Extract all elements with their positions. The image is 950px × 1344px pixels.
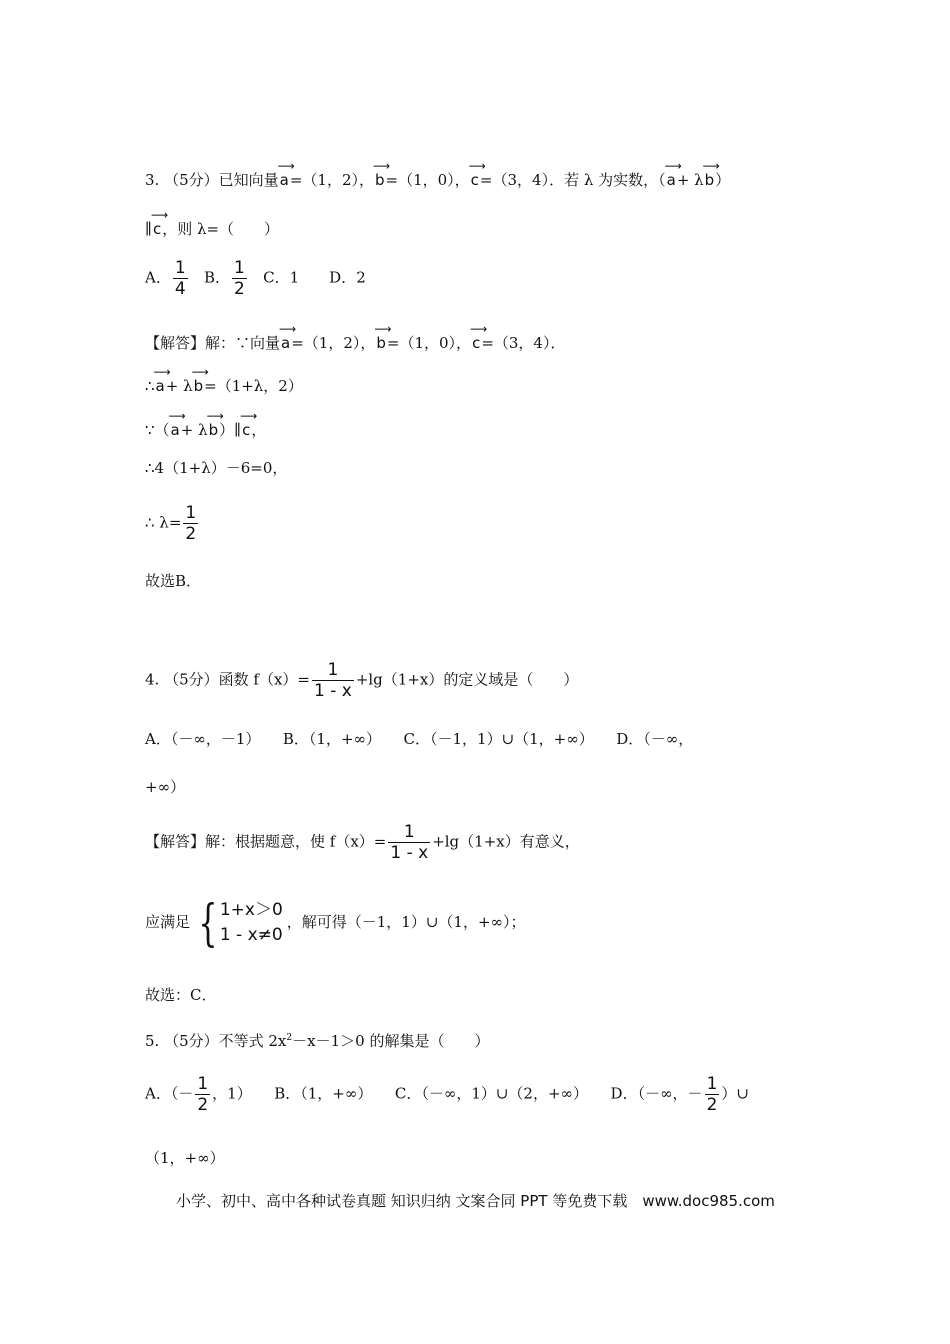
fraction-one-half: $\frac{1}{2}$ [234, 258, 245, 299]
vector-a: ⟶ a [168, 409, 186, 439]
q4-stem: 4. （5分）函数 f（x）= $\frac{1}{1 - x}$ +lg（1+x）的定义域是（ ） [145, 660, 579, 701]
q5-options: A．（－ $\frac{1}{2}$ ，1） B．（1，+∞） C．（－∞，1）∪（2，+∞） D．（－∞，－ $\frac{1}{2}$ ）∪ [145, 1074, 749, 1115]
q4-solution-system: 应满足 { 1+x＞0 1 - x≠0 ，解可得（－1，1）∪（1，+∞）； [145, 894, 526, 952]
fraction-one-over-one-minus-x: $\frac{1}{1 - x}$ [313, 660, 352, 701]
fraction-one-quarter: $\frac{1}{4}$ [174, 258, 186, 299]
q4-options: A．（－∞，－1） B．（1，+∞） C．（－1，1）∪（1，+∞） D．（－∞， [145, 730, 694, 748]
q4-options-cont: +∞） [145, 778, 186, 796]
fraction-one-half: $\frac{1}{2}$ [706, 1074, 718, 1115]
vector-c: ⟶ c [150, 208, 169, 238]
q4-conclusion: 故选：C． [145, 986, 217, 1004]
vector-b: ⟶ b [206, 409, 224, 439]
vector-a: ⟶ a [277, 159, 295, 189]
q3-solution-step2: ∴ ⟶ a+ λ ⟶ b=（1+λ，2） [145, 365, 303, 395]
vector-a: ⟶ a [279, 322, 297, 352]
page-footer: 小学、初中、高中各种试卷真题 知识归纳 文案合同 PPT 等免费下载 www.doc985.com [176, 1192, 775, 1210]
inequality-system: { 1+x＞0 1 - x≠0 [198, 894, 283, 952]
q3-options: A． $\frac{1}{4}$ B． $\frac{1}{2}$ C．1 D．2 [145, 258, 366, 299]
left-brace-icon: { [198, 894, 218, 952]
q5-options-cont: （1，+∞） [145, 1149, 225, 1167]
vector-c: ⟶ c [470, 322, 488, 352]
q4-solution-head: 【解答】解：根据题意，使 f（x）= $\frac{1}{1 - x}$ +lg（1+x）有意义， [145, 822, 580, 863]
vector-a: ⟶ a [664, 159, 682, 189]
q3-stem-line2: ∥ ⟶ c，则 λ=（ ） [145, 208, 280, 238]
vector-c: ⟶ c [468, 159, 486, 189]
q3-stem-line1: 3. （5分）已知向量 ⟶ a=（1，2）， ⟶ b=（1，0）， ⟶ c=（3，4）．若 λ 为实数，（ ⟶ a+ λ ⟶ b） [145, 159, 731, 189]
q3-conclusion: 故选B． [145, 572, 202, 590]
q3-solution-head: 【解答】解：∵向量 ⟶ a=（1，2）， ⟶ b=（1，0）， ⟶ c=（3，4）． [145, 322, 566, 352]
vector-b: ⟶ b [374, 322, 392, 352]
fraction-one-half: $\frac{1}{2}$ [185, 503, 197, 544]
vector-b: ⟶ b [372, 159, 391, 189]
vector-a: ⟶ a [153, 365, 171, 395]
fraction-one-half: $\frac{1}{2}$ [197, 1074, 209, 1115]
vector-c: ⟶ c [240, 409, 258, 439]
fraction-one-over-one-minus-x: $\frac{1}{1 - x}$ [390, 822, 429, 863]
vector-b: ⟶ b [702, 159, 720, 189]
q5-stem: 5. （5分）不等式 $2x^2-x-1>0$ 的解集是（ ） [145, 1032, 490, 1050]
q3-solution-step5: ∴ λ= $\frac{1}{2}$ [145, 503, 197, 544]
q3-solution-step4: ∴4（1+λ）－6=0， [145, 459, 288, 477]
q3-solution-step3: ∵（ ⟶ a+ λ ⟶ b）∥ ⟶ c， [145, 409, 267, 439]
vector-b: ⟶ b [191, 365, 209, 395]
